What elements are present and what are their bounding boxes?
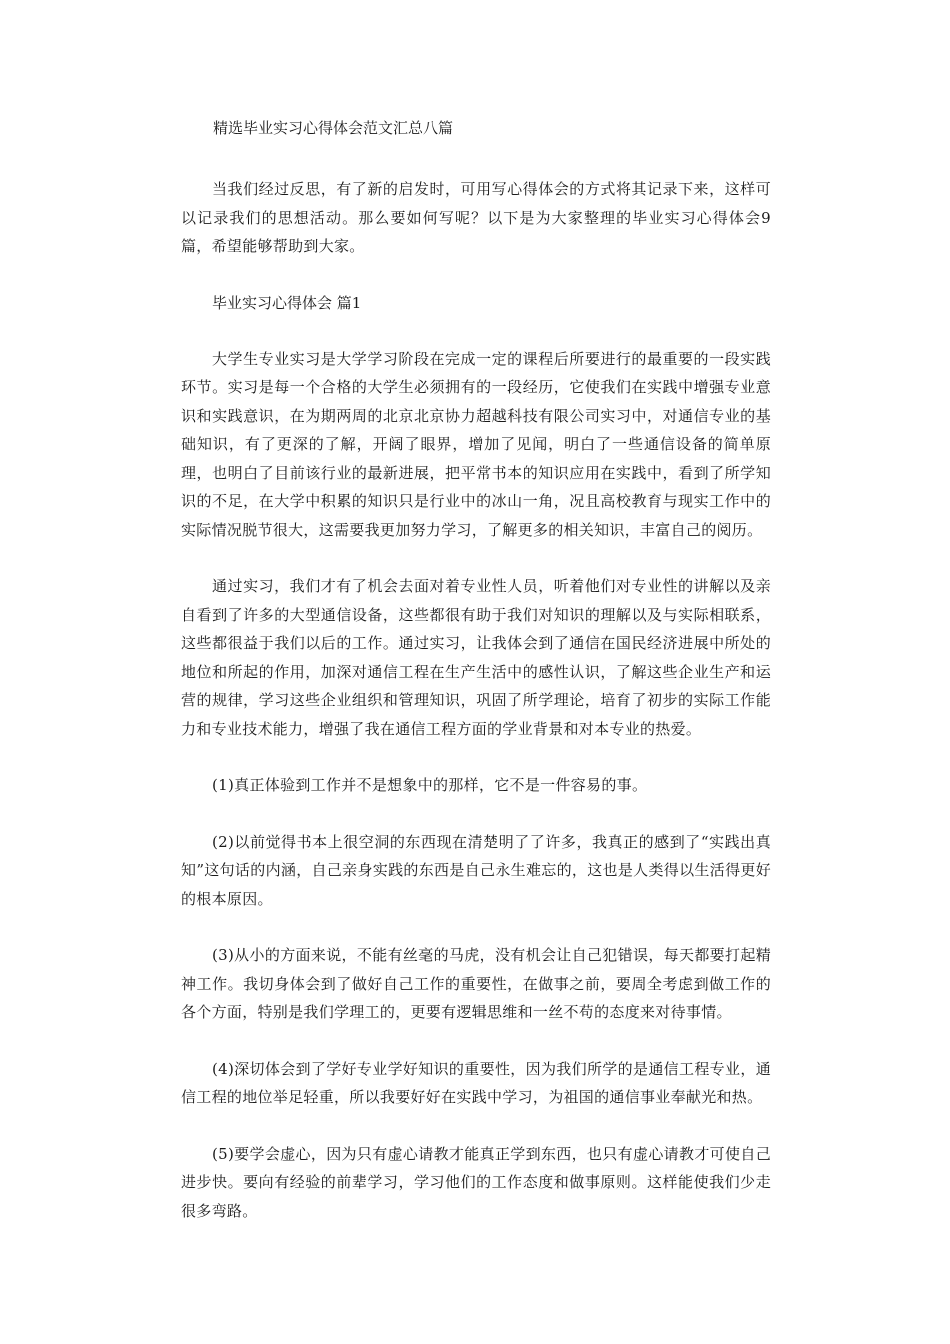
document-title: 精选毕业实习心得体会范文汇总八篇	[213, 119, 454, 137]
list-paragraph: (1)真正体验到工作并不是想象中的那样，它不是一件容易的事。	[212, 776, 648, 794]
list-paragraph: (5)要学会虚心，因为只有虚心请教才能真正学到东西，也只有虚心请教才可使自己进步快。要向有经验的前辈学习，学习他们的工作态度和做事原则。这样能使我们少走很多弯路。	[181, 1144, 771, 1220]
list-paragraph: (2)以前觉得书本上很空洞的东西现在清楚明了了许多，我真正的感到了“实践出真知”这句话的内涵，自己亲身实践的东西是自己永生难忘的，这也是人类得以生活得更好的根本原因。	[181, 832, 771, 908]
section-heading: 毕业实习心得体会 篇1	[212, 293, 362, 312]
body-paragraph: 通过实习，我们才有了机会去面对着专业性人员，听着他们对专业性的讲解以及亲自看到了许多的大型通信设备，这些都很有助于我们对知识的理解以及与实际相联系，这些都很益于我们以后的工作。通过实习，让我体会到了通信在国民经济进展中所处的地位和所起的作用，加深对通信工程在生产生活中的感性认识，了解这些企业生产和运营的规律，学习这些企业组织和管理知识，巩固了所学理论，培育了初步的实际工作能力和专业技术能力，增强了我在通信工程方面的学业背景和对本专业的热爱。	[181, 577, 771, 738]
list-paragraph: (4)深切体会到了学好专业学好知识的重要性，因为我们所学的是通信工程专业，通信工程的地位举足轻重，所以我要好好在实践中学习，为祖国的通信事业奉献光和热。	[181, 1059, 771, 1106]
body-paragraph: 大学生专业实习是大学学习阶段在完成一定的课程后所要进行的最重要的一段实践环节。实习是每一个合格的大学生必须拥有的一段经历，它使我们在实践中增强专业意识和实践意识，在为期两周的北京北京协力超越科技有限公司实习中，对通信专业的基础知识，有了更深的了解，开阔了眼界，增加了见闻，明白了一些通信设备的简单原理，也明白了目前该行业的最新进展，把平常书本的知识应用在实践中，看到了所学知识的不足，在大学中积累的知识只是行业中的冰山一角，况且高校教育与现实工作中的实际情况脱节很大，这需要我更加努力学习，了解更多的相关知识，丰富自己的阅历。	[181, 349, 771, 539]
intro-paragraph: 当我们经过反思，有了新的启发时，可用写心得体会的方式将其记录下来，这样可以记录我们的思想活动。那么要如何写呢？以下是为大家整理的毕业实习心得体会9篇，希望能够帮助到大家。	[181, 180, 771, 255]
document-page	[181, 114, 771, 1253]
list-paragraph: (3)从小的方面来说，不能有丝毫的马虎，没有机会让自己犯错误，每天都要打起精神工作。我切身体会到了做好自己工作的重要性，在做事之前，要周全考虑到做工作的各个方面，特别是我们学理工的，更要有逻辑思维和一丝不苟的态度来对待事情。	[181, 946, 771, 1021]
